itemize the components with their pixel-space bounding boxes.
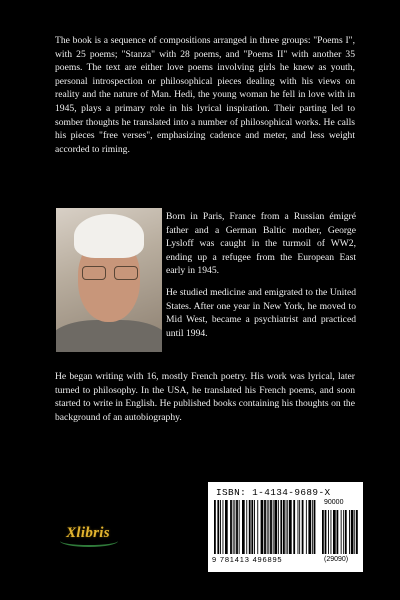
- barcode-addon-bars-icon: [322, 510, 358, 554]
- isbn-barcode: [208, 482, 363, 572]
- author-bio-paragraph-2: He studied medicine and emigrated to the United States. After one year in New York, he moved to Mid West, became a psychiatrist and practiced until 1994.: [166, 287, 356, 339]
- addon-digits: (29090): [324, 556, 349, 563]
- publisher-logo: [56, 520, 120, 546]
- ean-digits: 9 781413 496895: [212, 555, 283, 564]
- isbn-label: ISBN: 1-4134-9689-X: [216, 487, 331, 498]
- barcode-bars-icon: [214, 500, 316, 554]
- book-description: The book is a sequence of compositions arranged in three groups: "Poems I", with 25 poems; "Stanza" with 28 poems, and "Poems II" with another 35 poems. The text are either love poems involving girls he knew as youth, personal introspection or philosophical pieces dealing with his views on reality and the nature of Man. Hedi, the young woman he fell in love with in 1945, plays a primary role in his lyrical inspiration. Their parting led to somber thoughts he translated into a number of philosophical works. He calls his pieces "free verses", emphasizing cadence and meter, and less weight accorded to riming.: [55, 35, 355, 155]
- author-bio-paragraph-1: Born in Paris, France from a Russian émigré father and a German Baltic mother, George Lysloff was caught in the turmoil of WW2, ending up a refugee from the European East early in 1945.: [166, 211, 356, 277]
- publisher-logo-text: Xlibris: [66, 524, 110, 541]
- author-bio-paragraph-3: He began writing with 16, mostly French poetry. His work was lyrical, later turned to philosophy. In the USA, he translated his French poems, and soon started to write in English. He published books containing his thoughts on the background of an autobiography.: [55, 371, 355, 423]
- barcode-price-code: 90000: [324, 499, 344, 506]
- author-photo: [56, 208, 162, 352]
